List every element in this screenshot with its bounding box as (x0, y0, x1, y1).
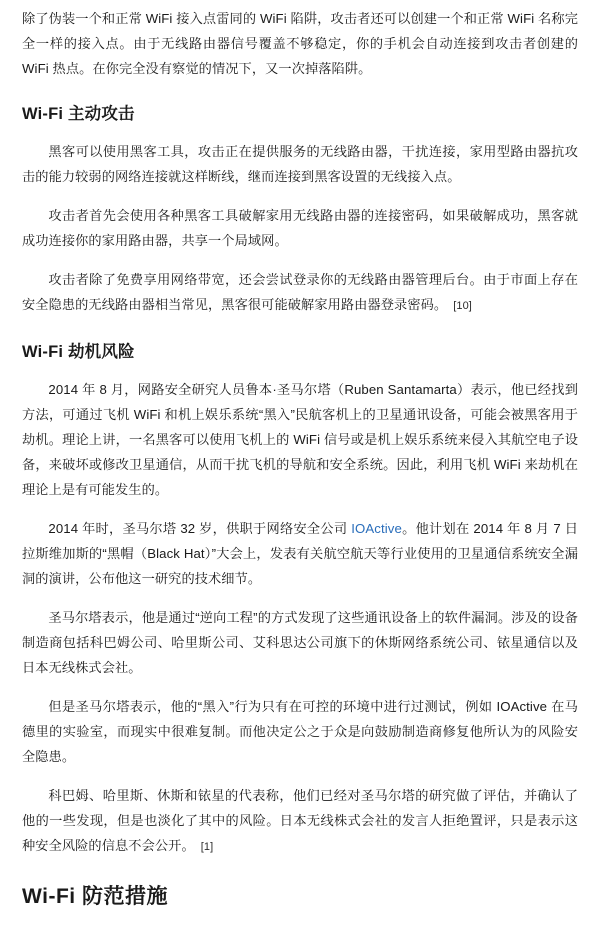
paragraph-intro: 除了伪装一个和正常 WiFi 接入点雷同的 WiFi 陷阱，攻击者还可以创建一个和正常 WiFi 名称完全一样的接入点。由于无线路由器信号覆盖不够稳定，你的手机会自动连接到攻击者创建的 WiFi 热点。在你完全没有察觉的情况下，又一次掉落陷阱。 (22, 11, 578, 76)
section-heading-active-attack: Wi-Fi 主动攻击 (22, 105, 135, 123)
paragraph-hijack-5 (22, 783, 578, 860)
paragraph-active-attack-3 (22, 267, 578, 319)
paragraph-active-attack-1: 黑客可以使用黑客工具，攻击正在提供服务的无线路由器，干扰连接，家用型路由器抗攻击的能力较弱的网络连接就这样断线，继而连接到黑客设置的无线接入点。 (22, 144, 578, 184)
reference-marker-10[interactable]: [10] (453, 300, 472, 312)
paragraph-hijack-1: 2014 年 8 月，网路安全研究人员鲁本·圣马尔塔（Ruben Santamarta）表示，他已经找到方法，可通过飞机 WiFi 和机上娱乐系统“黑入”民航客机上的卫星通讯设备，可能会被黑客用于劫机。理论上讲，一名黑客可以使用飞机上的 WiFi 信号或是机上娱乐系统来侵入其航空电子设备，来破坏或修改卫星通信，从而干扰飞机的导航和安全系统。因此，利用飞机 WiFi 来劫机在理论上是有可能发生的。 (22, 382, 578, 497)
paragraph-hijack-3: 圣马尔塔表示，他是通过“逆向工程”的方式发现了这些通讯设备上的软件漏洞。涉及的设备制造商包括科巴姆公司、哈里斯公司、艾科思达公司旗下的休斯网络系统公司、铱星通信以及日本无线株式会社。 (22, 610, 578, 675)
paragraph-hijack-4: 但是圣马尔塔表示，他的“黑入”行为只有在可控的环境中进行过测试，例如 IOActive 在马德里的实验室，而现实中很难复制。而他决定公之于众是向鼓励制造商修复他所认为的风险安全隐患。 (22, 699, 578, 764)
paragraph-text: 科巴姆、哈里斯、休斯和铱星的代表称，他们已经对圣马尔塔的研究做了评估，并确认了他的一些发现，但是也淡化了其中的风险。日本无线株式会社的发言人拒绝置评，只是表示这种安全风险的信息不会公开。 (22, 788, 578, 853)
link-ioactive[interactable]: IOActive (351, 521, 402, 536)
section-heading-hijack-risk: Wi-Fi 劫机风险 (22, 343, 135, 361)
paragraph-text-part-2: 。他计划在 2014 年 8 月 7 日拉斯维加斯的“黑帽（Black Hat）”大会上，发表有关航空航天等行业使用的卫星通信系统安全漏洞的演讲，公布他这一研究的技术细节。 (22, 521, 578, 586)
paragraph-active-attack-2: 攻击者首先会使用各种黑客工具破解家用无线路由器的连接密码，如果破解成功，黑客就成功连接你的家用路由器，共享一个局域网。 (22, 208, 578, 248)
section-heading-prevention: Wi-Fi 防范措施 (22, 885, 168, 908)
paragraph-text-part-1: 2014 年时，圣马尔塔 32 岁，供职于网络安全公司 (48, 521, 352, 536)
paragraph-hijack-2 (22, 516, 578, 591)
reference-marker-1[interactable]: [1] (200, 841, 214, 853)
paragraph-text: 攻击者除了免费享用网络带宽，还会尝试登录你的无线路由器管理后台。由于市面上存在安全隐患的无线路由器相当常见，黑客很可能破解家用路由器登录密码。 (22, 272, 578, 312)
